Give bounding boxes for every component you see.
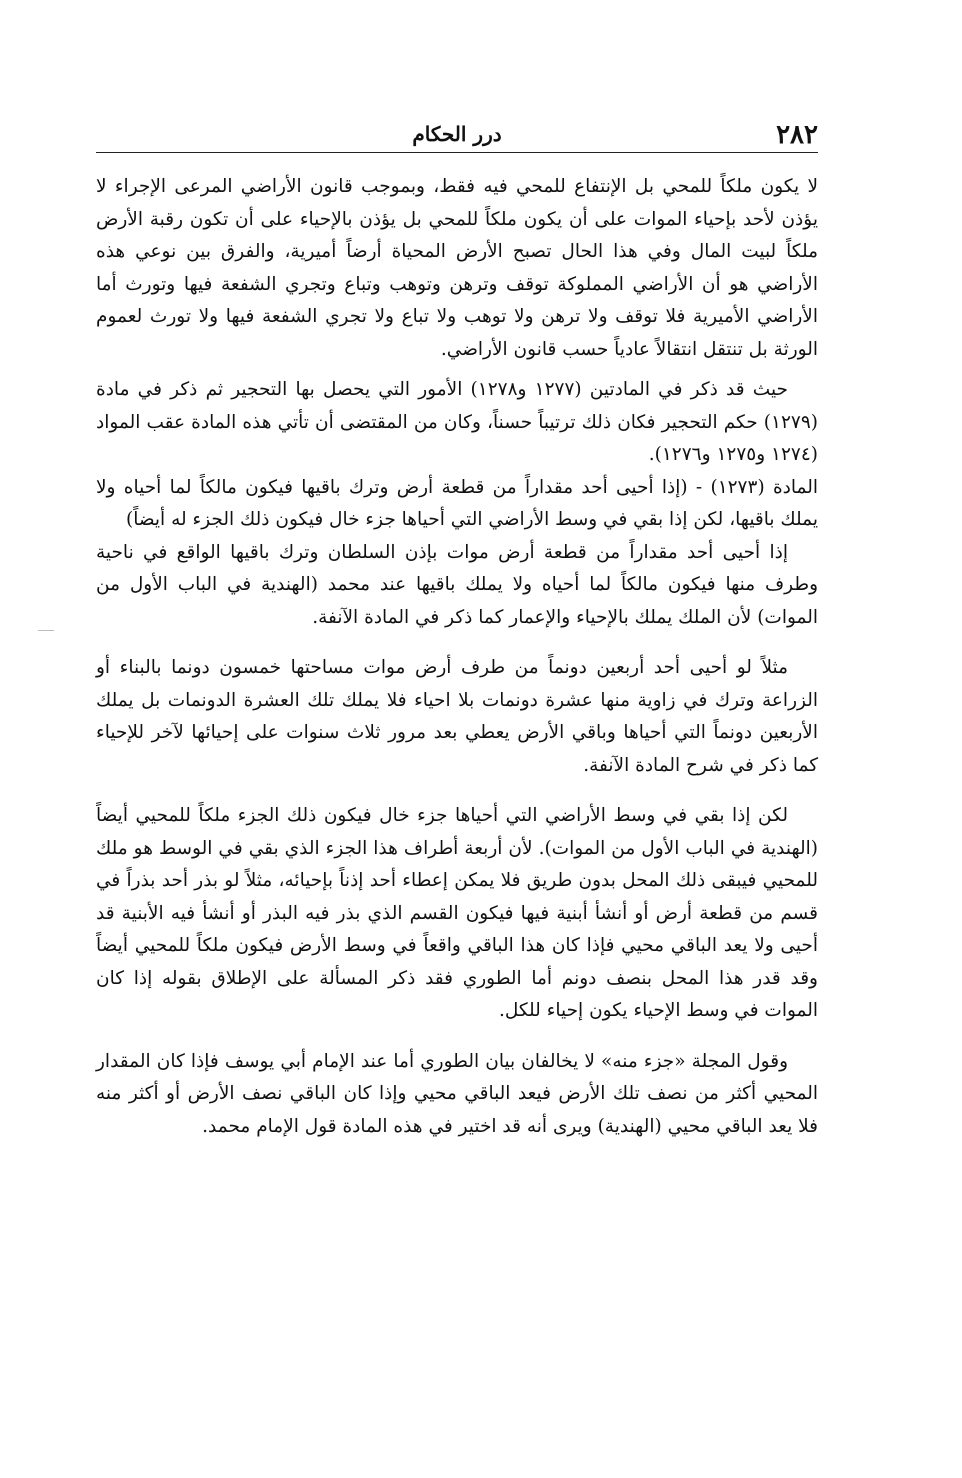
running-title: درر الحكام	[412, 122, 502, 146]
book-page	[96, 112, 818, 1143]
page-number: ٢٨٢	[776, 120, 818, 150]
margin-mark	[38, 630, 54, 631]
page-body	[96, 171, 818, 1143]
commentary-paragraph-3: لكن إذا بقي في وسط الأراضي التي أحياها جزء خال فيكون ذلك الجزء ملكاً للمحيي أيضاً (الهندية في الباب الأول من الموات). لأن أربعة أطراف هذا الجزء الذي بقي في الوسط هو ملك للمحيي فيبقى ذلك المحل بدون طريق فلا يمكن إعطاء أحد إذناً بإحيائه، مثلاً لو بذر أحد بذراً في قسم من قطعة أرض أو أنشأ أبنية فيها فيكون القسم الذي بذر فيه البذر أو أنشأ فيه الأبنية قد أحيى ولا يعد الباقي محيي فإذا كان هذا الباقي واقعاً في وسط الأرض فيكون ملكاً للمحيي أيضاً وقد قدر هذا المحل بنصف دونم أما الطوري فقد ذكر المسألة على الإطلاق بقوله إذا كان الموات في وسط الإحياء يكون إحياء للكل.	[96, 805, 818, 1021]
article-1273-text: المادة (١٢٧٣) - (إذا أحيى أحد مقداراً من قطعة أرض وترك باقيها فيكون مالكاً لما أحياه ولا يملك باقيها، لكن إذا بقي في وسط الأراضي التي أحياها جزء خال فيكون ذلك الجزء له أيضاً)	[96, 476, 818, 530]
intro-paragraph: لا يكون ملكاً للمحي بل الإنتفاع للمحي فيه فقط، وبموجب قانون الأراضي المرعى الإجراء لا يؤذن لأحد بإحياء الموات على أن يكون ملكاً للمحي بل يؤذن بالإحياء على أن تكون رقبة الأرض ملكاً لبيت المال وفي هذا الحال تصبح الأرض المحياة أرضاً أميرية، والفرق بين نوعي هذه الأراضي هو أن الأراضي المملوكة توقف وترهن وتوهب وتباع وتجري الشفعة فيها وتورث أما الأراضي الأميرية فلا توقف ولا ترهن ولا توهب ولا تباع ولا تجري الشفعة فيها ولا تورث لعموم الورثة بل تنتقل انتقالاً عادياً حسب قانون الأراضي.	[96, 176, 818, 360]
note-paragraph: حيث قد ذكر في المادتين (١٢٧٧ و١٢٧٨) الأمور التي يحصل بها التحجير ثم ذكر في مادة (١٢٧٩) حكم التحجير فكان ذلك ترتيباً حسناً، وكان من المقتضى أن تأتي هذه المادة عقب المواد (١٢٧٤ و١٢٧٥ و١٢٧٦).	[96, 379, 818, 465]
commentary-paragraph-2: مثلاً لو أحيى أحد أربعين دونماً من طرف أرض موات مساحتها خمسون دونما بالبناء أو الزراعة وترك في زاوية منها عشرة دونمات بلا احياء فلا يملك تلك العشرة الدونمات بل يملك الأربعين دونماً التي أحياها وباقي الأرض يعطي بعد مرور ثلاث سنوات على إحيائها لآخر للإحياء كما ذكر في شرح المادة الآنفة.	[96, 657, 818, 776]
commentary-paragraph-1: إذا أحيى أحد مقداراً من قطعة أرض موات بإذن السلطان وترك باقيها الواقع في ناحية وطرف منها فيكون مالكاً لما أحياه ولا يملك باقيها عند محمد (الهندية في الباب الأول من الموات) لأن الملك يملك بالإحياء والإعمار كما ذكر في المادة الآنفة.	[96, 541, 818, 628]
commentary-paragraph-4: وقول المجلة «جزء منه» لا يخالفان بيان الطوري أما عند الإمام أبي يوسف فإذا كان المقدار المحيي أكثر من نصف تلك الأرض فيعد الباقي محيي وإذا كان الباقي نصف الأرض أو أكثر منه فلا يعد الباقي محيي (الهندية) ويرى أنه قد اختير في هذه المادة قول الإمام محمد.	[96, 1050, 818, 1137]
page-header	[96, 112, 818, 153]
